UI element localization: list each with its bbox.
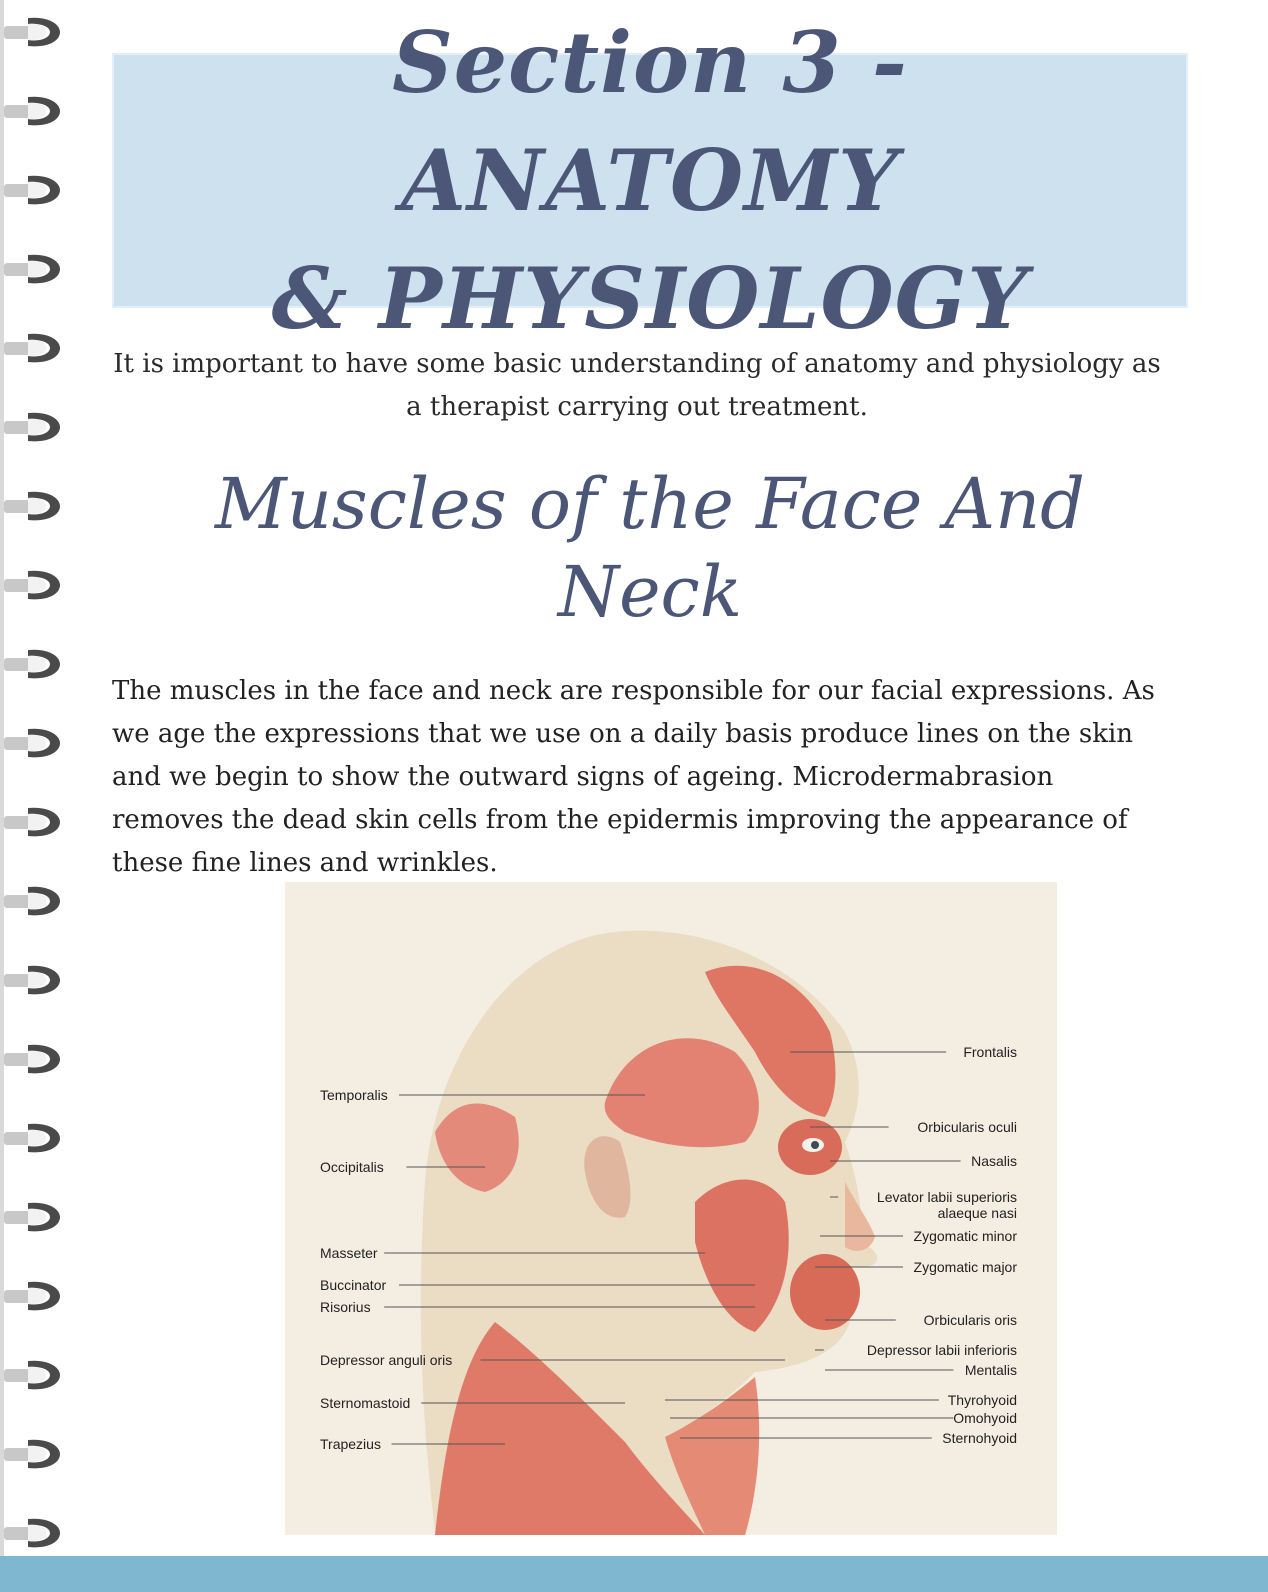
subtitle-line1: Muscles of the Face And <box>215 463 1085 545</box>
binding-ring <box>4 1120 60 1156</box>
body-paragraph: The muscles in the face and neck are responsible for our facial expressions. As we age the expressions that we use on a daily basis produce lines on the skin and we begin to show the outward signs of ageing. Microdermabrasion removes the dead skin cells from the epidermis improving the appearance of these fine lines and wrinkles. <box>112 676 1155 878</box>
muscle-diagram <box>285 882 1057 1535</box>
muscle-label: Levator labii superioris <box>876 1189 1017 1205</box>
binding-ring <box>4 330 60 366</box>
muscle-label: Orbicularis oris <box>923 1312 1017 1328</box>
binding-ring <box>4 1515 60 1551</box>
binding-ring <box>4 883 60 919</box>
muscle-label: Omohyoid <box>953 1410 1017 1426</box>
binding-ring <box>4 1199 60 1235</box>
section-title-line2: & PHYSIOLOGY <box>271 248 1029 348</box>
binding-ring <box>4 567 60 603</box>
muscle-label: Occipitalis <box>320 1159 384 1175</box>
muscle-label: Mentalis <box>964 1362 1017 1378</box>
binding-ring <box>4 1436 60 1472</box>
muscle-label: Depressor anguli oris <box>320 1352 453 1368</box>
muscle-label: Buccinator <box>320 1277 387 1293</box>
intro-paragraph: It is important to have some basic understanding of anatomy and physiology as a therapist carrying out treatment. <box>113 349 1161 422</box>
section-title-box <box>112 12 1188 348</box>
binding-ring <box>4 1041 60 1077</box>
binding-ring <box>4 409 60 445</box>
binding-ring <box>4 804 60 840</box>
binding-ring <box>4 1357 60 1393</box>
muscle-label: Temporalis <box>320 1087 388 1103</box>
muscle-label: Depressor labii inferioris <box>866 1342 1017 1358</box>
section-title-line1: Section 3 - ANATOMY <box>392 12 908 230</box>
subtitle-line2: Neck <box>557 551 743 633</box>
muscle-label: Nasalis <box>971 1153 1017 1169</box>
muscle-label: Risorius <box>320 1299 371 1315</box>
muscle-label: Zygomatic major <box>913 1259 1017 1275</box>
muscle-label: alaeque nasi <box>937 1205 1017 1221</box>
section-title <box>130 4 1170 358</box>
muscle-label: Frontalis <box>963 1044 1017 1060</box>
binding-ring <box>4 1278 60 1314</box>
muscle-label: Thyrohyoid <box>947 1392 1017 1408</box>
binding-ring <box>4 725 60 761</box>
binding-ring <box>4 172 60 208</box>
muscle-label: Sternomastoid <box>320 1395 411 1411</box>
spiral-binding <box>0 0 70 1592</box>
binding-ring <box>4 93 60 129</box>
muscle-label: Sternohyoid <box>942 1430 1017 1446</box>
binding-ring <box>4 646 60 682</box>
binding-ring <box>4 962 60 998</box>
muscle-label: Trapezius <box>320 1436 381 1452</box>
subtitle <box>150 460 1150 636</box>
binding-ring <box>4 14 60 50</box>
muscle-label: Orbicularis oculi <box>917 1119 1017 1135</box>
muscle-label: Masseter <box>320 1245 378 1261</box>
footer-bar <box>0 1556 1268 1592</box>
binding-ring <box>4 251 60 287</box>
binding-ring <box>4 488 60 524</box>
muscle-label: Zygomatic minor <box>913 1228 1017 1244</box>
